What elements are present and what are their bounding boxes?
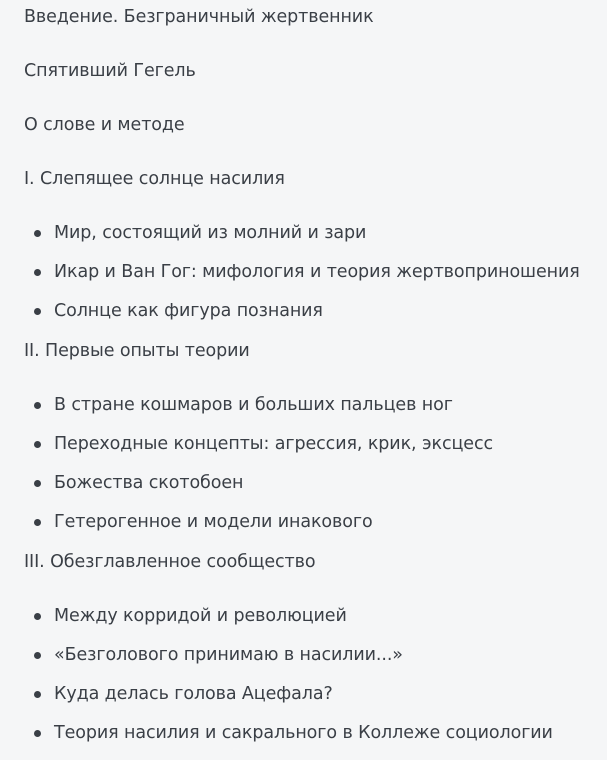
toc-part-2-item-4[interactable]: Гетерогенное и модели инакового bbox=[54, 512, 373, 532]
toc-part-2-item-1[interactable]: В стране кошмаров и больших пальцев ног bbox=[54, 395, 453, 415]
toc-part-2-item-2[interactable]: Переходные концепты: агрессия, крик, эксцесс bbox=[54, 434, 493, 454]
toc-part-3-item-4[interactable]: Теория насилия и сакрального в Коллеже социологии bbox=[54, 723, 553, 743]
toc-part-1-item-2[interactable]: Икар и Ван Гог: мифология и теория жертвоприношения bbox=[54, 262, 580, 282]
toc-part-1-title[interactable]: I. Слепящее солнце насилия bbox=[24, 169, 285, 189]
toc-part-3-item-2[interactable]: «Безголового принимаю в насилии...» bbox=[54, 645, 403, 665]
bullet-icon bbox=[34, 308, 41, 315]
bullet-icon bbox=[34, 691, 41, 698]
toc-entry-method[interactable]: О слове и методе bbox=[24, 115, 185, 135]
bullet-icon bbox=[34, 230, 41, 237]
toc-part-1-item-3[interactable]: Солнце как фигура познания bbox=[54, 301, 323, 321]
toc-part-2-title[interactable]: II. Первые опыты теории bbox=[24, 341, 250, 361]
toc-part-3-title[interactable]: III. Обезглавленное сообщество bbox=[24, 552, 316, 572]
bullet-icon bbox=[34, 269, 41, 276]
bullet-icon bbox=[34, 519, 41, 526]
bullet-icon bbox=[34, 613, 41, 620]
bullet-icon bbox=[34, 480, 41, 487]
bullet-icon bbox=[34, 652, 41, 659]
bullet-icon bbox=[34, 730, 41, 737]
toc-entry-intro[interactable]: Введение. Безграничный жертвенник bbox=[24, 7, 374, 27]
bullet-icon bbox=[34, 441, 41, 448]
toc-entry-hegel[interactable]: Спятивший Гегель bbox=[24, 61, 196, 81]
toc-part-1-item-1[interactable]: Мир, состоящий из молний и зари bbox=[54, 223, 367, 243]
toc-part-2-item-3[interactable]: Божества скотобоен bbox=[54, 473, 244, 493]
toc-part-3-item-1[interactable]: Между корридой и революцией bbox=[54, 606, 347, 626]
bullet-icon bbox=[34, 402, 41, 409]
toc-part-3-item-3[interactable]: Куда делась голова Ацефала? bbox=[54, 684, 333, 704]
